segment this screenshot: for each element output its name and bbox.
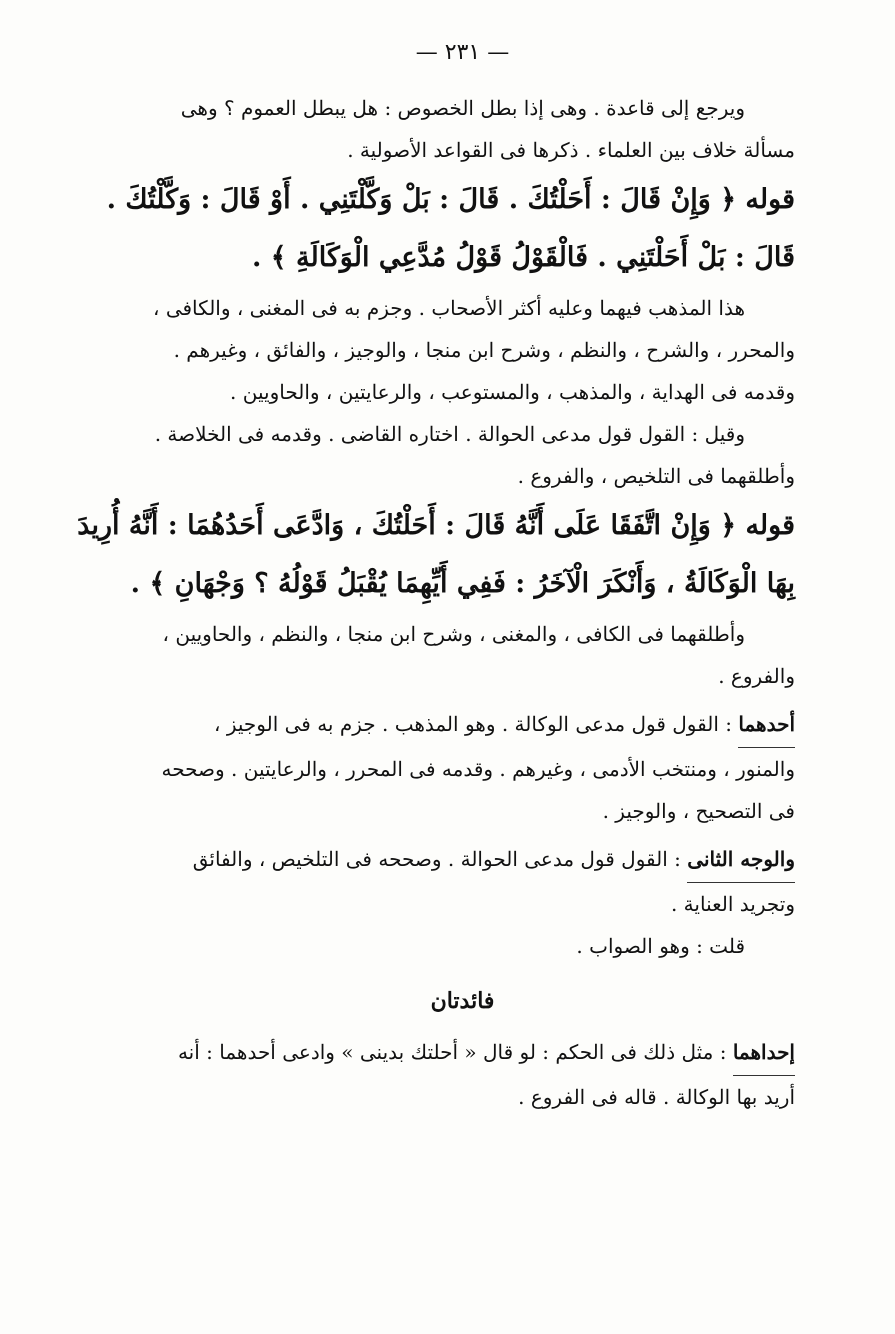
page-text	[77, 87, 795, 1118]
text-line: والمحرر ، والشرح ، والنظم ، وشرح ابن منجا ، والوجيز ، والفائق ، وغيرهم .	[173, 338, 795, 362]
text-line: وأطلقهما فى التلخيص ، والفروع .	[517, 464, 795, 488]
text-line: وأطلقهما فى الكافى ، والمغنى ، وشرح ابن منجا ، والنظم ، والحاويين ،	[162, 622, 745, 646]
page-number: — ٢٣١ —	[415, 40, 510, 65]
lead-term: والوجه الثانى	[687, 838, 795, 883]
text-line: والفروع .	[718, 664, 795, 688]
text-line: والمنور ، ومنتخب الأدمى ، وغيرهم . وقدمه فى المحرر ، والرعايتين . وصححه	[161, 757, 795, 781]
text-line: هذا المذهب فيهما وعليه أكثر الأصحاب . وجزم به فى المغنى ، والكافى ،	[153, 296, 745, 320]
text-line-rest: : مثل ذلك فى الحكم : لو قال « أحلتك بدينى » وادعى أحدهما : أنه	[177, 1040, 733, 1064]
quoted-text-line: بِهَا الْوَكَالَةُ ، وَأَنْكَرَ الْآخَرُ : فَفِي أَيِّهِمَا يُقْبَلُ قَوْلُهُ ؟ وَجْهَانِ ﴾ .	[130, 568, 795, 599]
text-line	[130, 1031, 795, 1076]
text-line: ويرجع إلى قاعدة . وهى إذا بطل الخصوص : هل يبطل العموم ؟ وهى	[180, 96, 745, 120]
lead-term: إحداهما	[733, 1031, 795, 1076]
text-line: وتجريد العناية .	[670, 892, 795, 916]
text-line: أريد بها الوكالة . قاله فى الفروع .	[518, 1085, 795, 1109]
text-line: وقدمه فى الهداية ، والمذهب ، والمستوعب ، والرعايتين ، والحاويين .	[230, 380, 795, 404]
quoted-text-line: قَالَ : بَلْ أَحَلْتَنِي . فَالْقَوْلُ قَوْلُ مُدَّعِي الْوَكَالَةِ ﴾ .	[252, 242, 795, 273]
text-line	[130, 703, 795, 748]
section-heading: فائدتان	[430, 988, 495, 1014]
text-line-rest: : القول قول مدعى الحوالة . وصححه فى التلخيص ، والفائق	[192, 847, 688, 871]
text-line: وقيل : القول قول مدعى الحوالة . اختاره القاضى . وقدمه فى الخلاصة .	[154, 422, 745, 446]
quoted-text-line: قوله ﴿ وَإِنْ اتَّفَقَا عَلَى أَنَّهُ قَالَ : أَحَلْتُكَ ، وَادَّعَى أَحَدُهُمَا : أَنَّهُ أُرِيدَ	[77, 510, 795, 541]
text-line-rest: : القول قول مدعى الوكالة . وهو المذهب . جزم به فى الوجيز ،	[214, 712, 739, 736]
text-line: مسألة خلاف بين العلماء . ذكرها فى القواعد الأصولية .	[347, 138, 795, 162]
text-line	[130, 838, 795, 883]
text-line: فى التصحيح ، والوجيز .	[602, 799, 795, 823]
text-line: قلت : وهو الصواب .	[576, 934, 745, 958]
quoted-text-line: قوله ﴿ وَإِنْ قَالَ : أَحَلْتُكَ . قَالَ : بَلْ وَكَّلْتَنِي . أَوْ قَالَ : وَكَّلْتُكَ .	[106, 184, 795, 215]
lead-term: أحدهما	[738, 703, 795, 748]
